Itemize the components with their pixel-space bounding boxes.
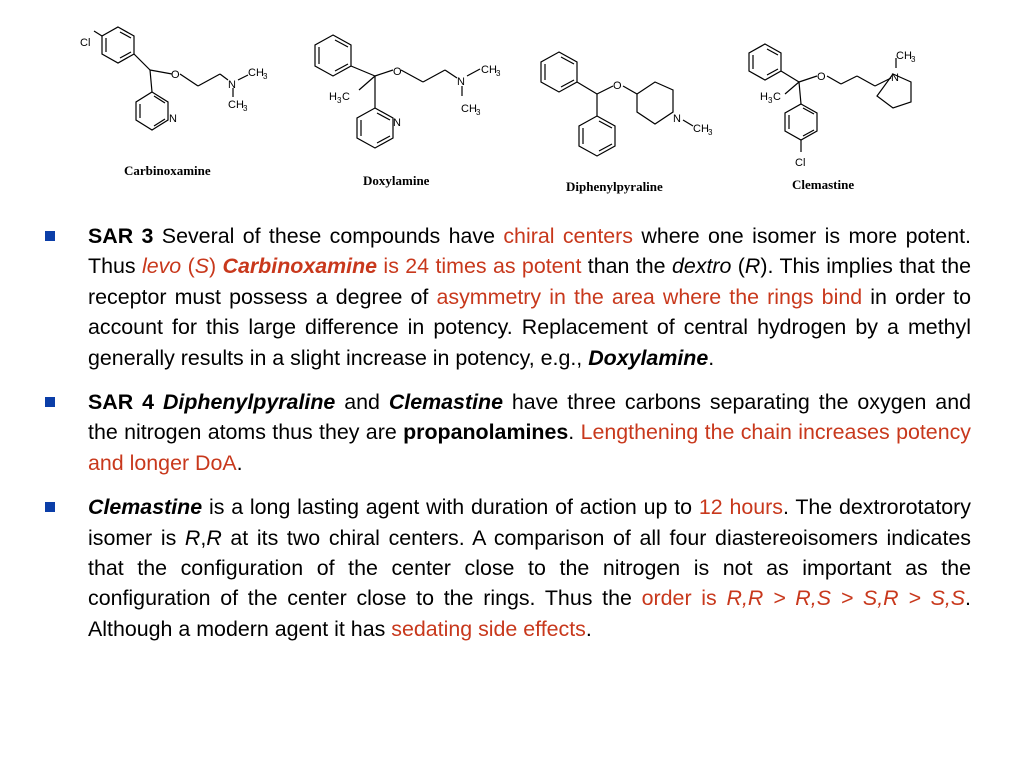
atom-n: N (393, 117, 401, 129)
bullet-clemastine: Clemastine is a long lasting agent with duration of action up to 12 hours. The dextrorotatory isomer is R,R at its two chiral centers. A comparison of all four diastereoisomers indicates that the configuration of the center close to the nitrogen is not as important as the configuration of the center close to the rings. Thus the order is R,R > R,S > S,R > S,S. Although a modern agent it has sedating side effects. (45, 492, 971, 644)
bullet-square-icon (45, 231, 55, 241)
diphenylpyraline-diagram (525, 0, 735, 175)
atom-ch: CH (481, 64, 497, 76)
atom-n: N (457, 76, 465, 88)
atom-n: N (169, 113, 177, 125)
atom-ch: CH (248, 67, 264, 79)
atom-n: N (891, 72, 899, 84)
svg-text:3: 3 (708, 128, 713, 137)
caption-doxylamine: Doxylamine (363, 173, 430, 188)
structure-clemastine (735, 0, 935, 180)
svg-text:3: 3 (476, 108, 481, 117)
atom-c: C (342, 91, 350, 103)
bullet-sar4: SAR 4 Diphenylpyraline and Clemastine have three carbons separating the oxygen and the nitrogen atoms thus they are propanolamines. Lengthening the chain increases potency and longer DoA. (45, 387, 971, 478)
caption-clemastine: Clemastine (792, 177, 855, 192)
svg-text:3: 3 (911, 55, 916, 64)
atom-h: H (760, 91, 768, 103)
structure-doxylamine (295, 0, 525, 170)
atom-h: H (329, 91, 337, 103)
atom-o: O (171, 69, 180, 81)
bullet-square-icon (45, 502, 55, 512)
svg-text:3: 3 (243, 104, 248, 113)
atom-ch: CH (896, 50, 912, 62)
atom-n: N (228, 79, 236, 91)
bullet-square-icon (45, 397, 55, 407)
atom-o: O (393, 66, 402, 78)
atom-ch: CH (461, 103, 477, 115)
svg-text:3: 3 (768, 96, 773, 105)
structure-diphenylpyraline (525, 0, 735, 175)
atom-ch: CH (693, 123, 709, 135)
svg-text:3: 3 (496, 69, 501, 78)
carbinoxamine-diagram (70, 0, 290, 160)
atom-cl: Cl (795, 157, 806, 169)
atom-o: O (613, 80, 622, 92)
caption-carbinoxamine: Carbinoxamine (124, 163, 211, 178)
svg-text:3: 3 (337, 96, 342, 105)
atom-c: C (773, 91, 781, 103)
svg-text:3: 3 (263, 72, 268, 81)
structure-carbinoxamine (70, 0, 290, 160)
atom-n: N (673, 113, 681, 125)
atom-o: O (817, 71, 826, 83)
bullet-sar3: SAR 3 Several of these compounds have chiral centers where one isomer is more potent. Thus levo (S) Carbinoxamine is 24 times as potent than the dextro (R). This implies that the receptor must possess a degree of asymmetry in the area where the rings bind in order to account for this large difference in potency. Replacement of central hydrogen by a methyl generally results in a slight increase in potency, e.g., Doxylamine. (45, 221, 971, 373)
atom-cl: Cl (80, 37, 91, 49)
doxylamine-diagram (295, 0, 525, 170)
caption-diphenylpyraline: Diphenylpyraline (566, 179, 663, 194)
atom-ch: CH (228, 99, 244, 111)
clemastine-diagram (735, 0, 935, 180)
bullet-list (45, 221, 971, 658)
